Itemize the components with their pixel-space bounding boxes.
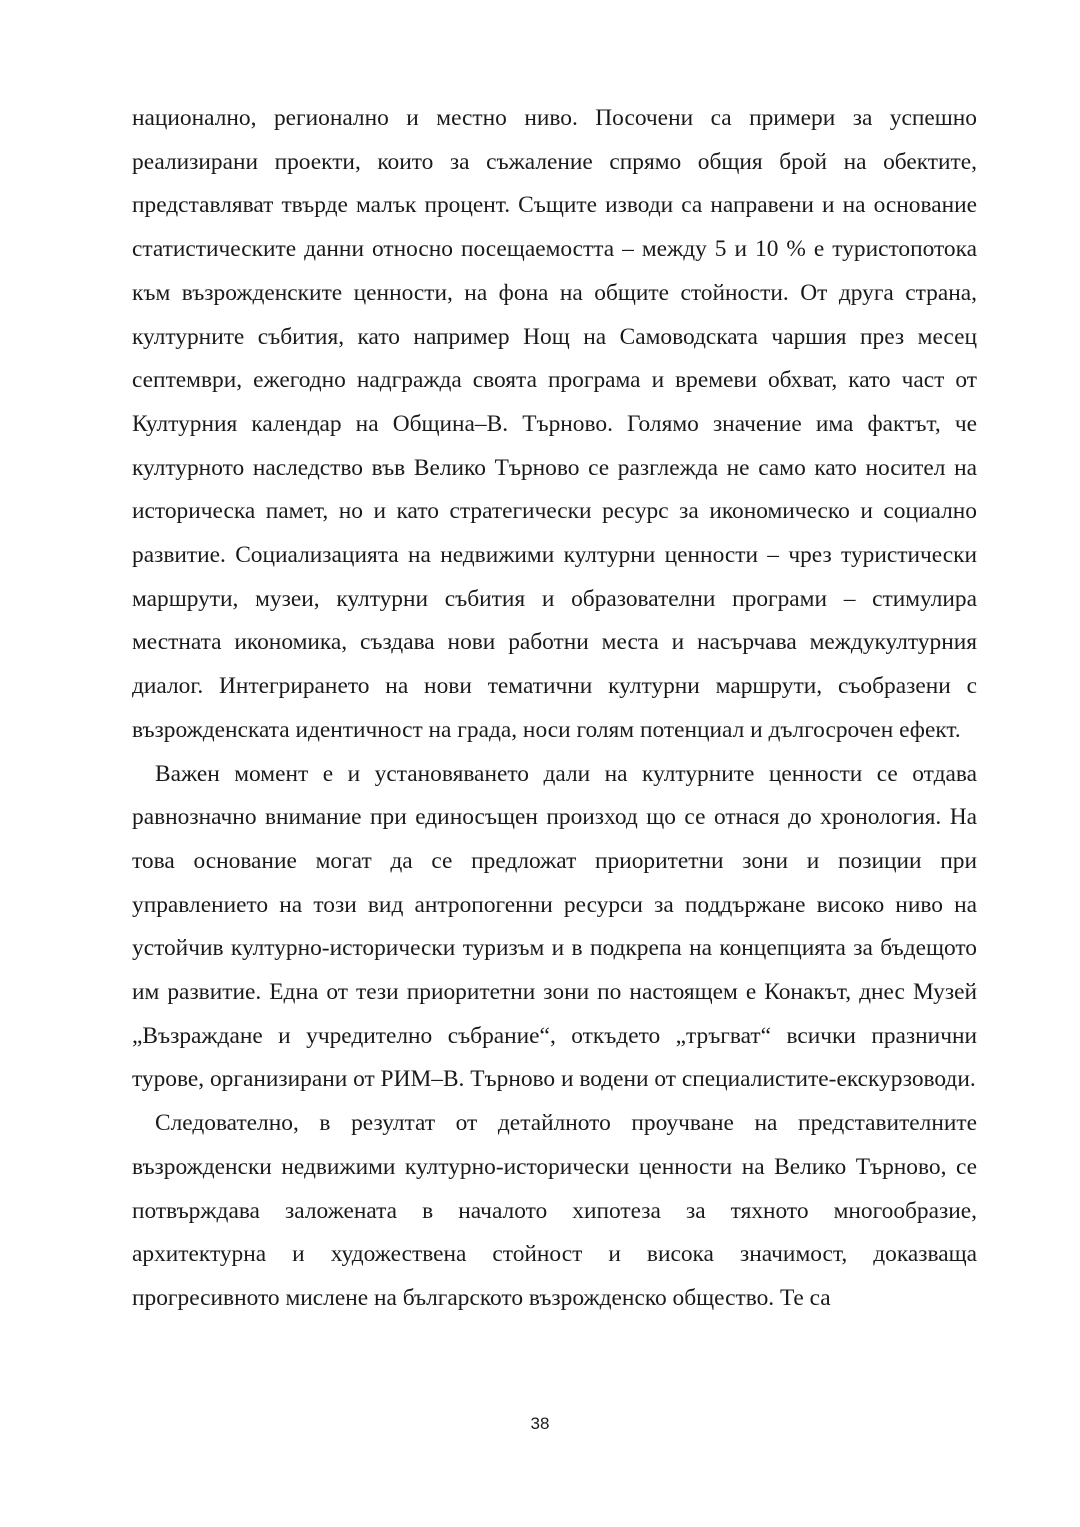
page-number: 38: [530, 1414, 550, 1433]
paragraph-1: национално, регионално и местно ниво. Посочени са примери за успешно реализирани проекти, които за съжаление спрямо общия брой на обектите, представляват твърде малък процент. Същите изводи са направени и на основание статистическите данни относно посещаемостта – между 5 и 10 % е туристопотока към възрожденските ценности, на фона на общите стойности. От друга страна, културните събития, като например Нощ на Самоводската чаршия през месец септември, ежегодно надгражда своята програма и времеви обхват, като част от Културния календар на Община–В. Търново. Голямо значение има фактът, че културното наследство във Велико Търново се разглежда не само като носител на историческа памет, но и като стратегически ресурс за икономическо и социално развитие. Социализацията на недвижими културни ценности – чрез туристически маршрути, музеи, културни събития и образователни програми – стимулира местната икономика, създава нови работни места и насърчава междукултурния диалог. Интегрирането на нови тематични културни маршрути, съобразени с възрожденската идентичност на града, носи голям потенциал и дългосрочен ефект.: [132, 105, 977, 743]
paragraph-2: Важен момент е и установяването дали на културните ценности се отдава равнозначно внимание при единосъщен произход що се отнася до хронология. На това основание могат да се предложат приоритетни зони и позиции при управлението на този вид антропогенни ресурси за поддържане високо ниво на устойчив културно-исторически туризъм и в подкрепа на концепцията за бъдещото им развитие. Една от тези приоритетни зони по настоящем е Конакът, днес Музей „Възраждане и учредително събрание“, откъдето „тръгват“ всички празнични турове, организирани от РИМ–В. Търново и водени от специалистите-екскурзоводи.: [132, 760, 977, 1093]
body-text: [132, 97, 977, 1321]
paragraph-3: Следователно, в резултат от детайлното проучване на представителните възрожденски недвижими културно-исторически ценности на Велико Търново, се потвърждава заложената в началото хипотеза за тяхното многообразие, архитектурна и художествена стойност и висока значимост, доказваща прогресивното мислене на българското възрожденско общество. Те са: [132, 1110, 977, 1311]
